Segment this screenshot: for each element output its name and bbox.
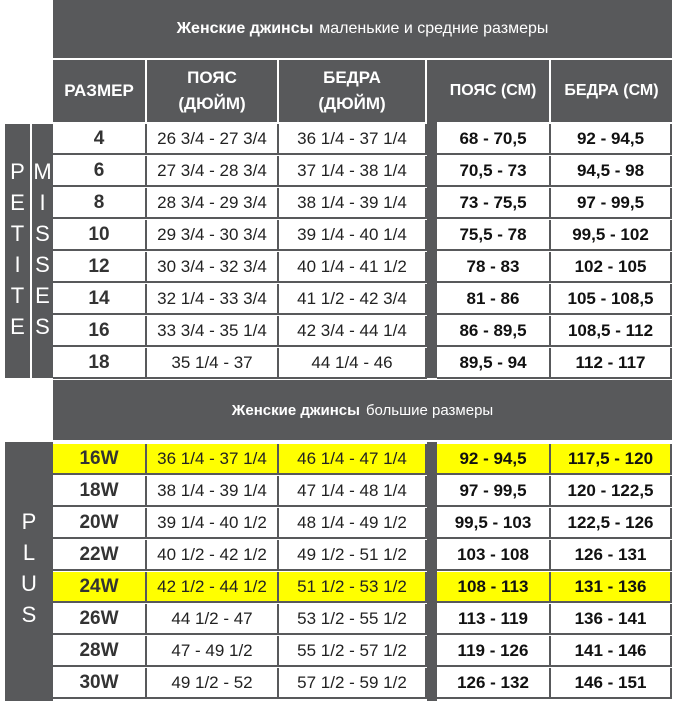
banner2-title-rest: большие размеры [365, 401, 494, 419]
cell-hips-cm: 126 - 131 [551, 540, 672, 571]
header-size-label: РАЗМЕР [64, 81, 134, 100]
plus-letter: U [21, 571, 37, 596]
cell-hips-in: 40 1/4 - 41 1/2 [279, 252, 427, 283]
cell-waist-cm: 97 - 99,5 [437, 476, 551, 507]
cell-waist-in: 27 3/4 - 28 3/4 [147, 156, 279, 187]
table-row [53, 124, 672, 155]
header-waist-cm-label: ПОЯС (СМ) [449, 82, 537, 99]
cell-waist-in: 36 1/4 - 37 1/4 [147, 444, 279, 475]
petite-letter: T [10, 221, 25, 246]
header-hips-inch-l2: (ДЮЙМ) [318, 94, 386, 113]
cell-waist-in: 39 1/4 - 40 1/2 [147, 508, 279, 539]
cell-waist-cm: 75,5 - 78 [437, 220, 551, 251]
cell-waist-in: 40 1/2 - 42 1/2 [147, 540, 279, 571]
cell-waist-in: 49 1/2 - 52 [147, 668, 279, 699]
misses-label [32, 156, 53, 342]
header-waist-inch-l1: ПОЯС [187, 68, 237, 87]
cell-waist-cm: 113 - 119 [437, 604, 551, 635]
petite-letter: P [10, 159, 25, 184]
cell-size: 14 [53, 284, 147, 315]
header-hips-inch-l1: БЕДРА [323, 68, 381, 87]
cell-hips-cm: 136 - 141 [551, 604, 672, 635]
cell-hips-in: 48 1/4 - 49 1/2 [279, 508, 427, 539]
cell-waist-cm: 73 - 75,5 [437, 188, 551, 219]
cell-size: 26W [53, 604, 147, 635]
banner-title-rest: маленькие и средние размеры [319, 20, 549, 37]
table-row [53, 540, 672, 571]
cell-hips-cm: 146 - 151 [551, 668, 672, 699]
cell-size: 16W [53, 444, 147, 475]
table-row [53, 188, 672, 219]
cell-waist-cm: 126 - 132 [437, 668, 551, 699]
cell-hips-in: 39 1/4 - 40 1/4 [279, 220, 427, 251]
cell-waist-cm: 103 - 108 [437, 540, 551, 571]
table-row [53, 156, 672, 187]
cell-hips-cm: 131 - 136 [551, 572, 672, 603]
cell-waist-cm: 99,5 - 103 [437, 508, 551, 539]
table-row [53, 476, 672, 507]
banner-title-bold: Женские джинсы [176, 20, 314, 37]
misses-letter: M [33, 159, 52, 184]
petite-letter: I [14, 252, 21, 277]
table-row [53, 668, 672, 699]
table-row [53, 444, 672, 475]
cell-waist-cm: 68 - 70,5 [437, 124, 551, 155]
cell-hips-in: 47 1/4 - 48 1/4 [279, 476, 427, 507]
cell-waist-in: 42 1/2 - 44 1/2 [147, 572, 279, 603]
cell-hips-cm: 97 - 99,5 [551, 188, 672, 219]
cell-waist-in: 35 1/4 - 37 [147, 348, 279, 379]
header-waist-inch [147, 60, 277, 122]
cell-waist-cm: 92 - 94,5 [437, 444, 551, 475]
table-row [53, 572, 672, 603]
cell-hips-in: 46 1/4 - 47 1/4 [279, 444, 427, 475]
petite-letter: T [10, 283, 25, 308]
plus-label [5, 506, 53, 630]
misses-letter: I [39, 190, 46, 215]
cell-waist-cm: 119 - 126 [437, 636, 551, 667]
cell-waist-cm: 108 - 113 [437, 572, 551, 603]
table-row [53, 316, 672, 347]
cell-hips-cm: 120 - 122,5 [551, 476, 672, 507]
cell-waist-in: 28 3/4 - 29 3/4 [147, 188, 279, 219]
table-row [53, 348, 672, 379]
misses-letter: E [35, 283, 50, 308]
cell-hips-in: 41 1/2 - 42 3/4 [279, 284, 427, 315]
plus-letter: S [21, 602, 37, 627]
cell-hips-in: 53 1/2 - 55 1/2 [279, 604, 427, 635]
header-hips-cm-label: БЕДРА (СМ) [564, 82, 659, 99]
cell-hips-in: 38 1/4 - 39 1/4 [279, 188, 427, 219]
cell-waist-in: 47 - 49 1/2 [147, 636, 279, 667]
plus-letter: L [22, 540, 36, 565]
misses-letter: S [35, 221, 50, 246]
table-row [53, 220, 672, 251]
cell-hips-in: 44 1/4 - 46 [279, 348, 427, 379]
cell-hips-in: 57 1/2 - 59 1/2 [279, 668, 427, 699]
cell-size: 6 [53, 156, 147, 187]
header-hips-inch [279, 60, 425, 122]
cell-hips-in: 49 1/2 - 51 1/2 [279, 540, 427, 571]
table-row [53, 508, 672, 539]
cell-waist-cm: 78 - 83 [437, 252, 551, 283]
header-waist-cm [437, 60, 549, 122]
cell-hips-in: 55 1/2 - 57 1/2 [279, 636, 427, 667]
cell-hips-cm: 99,5 - 102 [551, 220, 672, 251]
cell-waist-in: 29 3/4 - 30 3/4 [147, 220, 279, 251]
cell-size: 18W [53, 476, 147, 507]
header-size [53, 60, 145, 122]
cell-waist-in: 30 3/4 - 32 3/4 [147, 252, 279, 283]
banner2-title-bold: Женские джинсы [231, 401, 360, 419]
petite-label [5, 156, 30, 342]
plus-letter: P [21, 509, 37, 534]
petite-letter: E [10, 190, 25, 215]
cell-hips-in: 42 3/4 - 44 1/4 [279, 316, 427, 347]
cell-waist-in: 26 3/4 - 27 3/4 [147, 124, 279, 155]
header-hips-cm [551, 60, 672, 122]
regular-sizes-banner [53, 0, 672, 58]
cell-size: 22W [53, 540, 147, 571]
cell-hips-cm: 122,5 - 126 [551, 508, 672, 539]
cell-size: 4 [53, 124, 147, 155]
cell-waist-cm: 70,5 - 73 [437, 156, 551, 187]
cell-waist-in: 38 1/4 - 39 1/4 [147, 476, 279, 507]
cell-hips-cm: 92 - 94,5 [551, 124, 672, 155]
cell-hips-cm: 108,5 - 112 [551, 316, 672, 347]
cell-hips-in: 37 1/4 - 38 1/4 [279, 156, 427, 187]
plus-sizes-banner [53, 380, 672, 440]
cell-size: 24W [53, 572, 147, 603]
cell-hips-in: 36 1/4 - 37 1/4 [279, 124, 427, 155]
cell-waist-in: 44 1/2 - 47 [147, 604, 279, 635]
cell-size: 16 [53, 316, 147, 347]
header-waist-inch-l2: (ДЮЙМ) [178, 94, 246, 113]
cell-size: 12 [53, 252, 147, 283]
cell-waist-cm: 86 - 89,5 [437, 316, 551, 347]
cell-hips-cm: 94,5 - 98 [551, 156, 672, 187]
cell-hips-cm: 102 - 105 [551, 252, 672, 283]
cell-size: 10 [53, 220, 147, 251]
misses-letter: S [35, 252, 50, 277]
cell-size: 18 [53, 348, 147, 379]
cell-waist-in: 33 3/4 - 35 1/4 [147, 316, 279, 347]
table-row [53, 252, 672, 283]
table-row [53, 284, 672, 315]
cell-hips-cm: 117,5 - 120 [551, 444, 672, 475]
cell-hips-cm: 112 - 117 [551, 348, 672, 379]
cell-size: 30W [53, 668, 147, 699]
cell-hips-cm: 141 - 146 [551, 636, 672, 667]
cell-size: 28W [53, 636, 147, 667]
misses-letter: S [35, 314, 50, 339]
cell-waist-cm: 89,5 - 94 [437, 348, 551, 379]
petite-letter: E [10, 314, 25, 339]
cell-hips-in: 51 1/2 - 53 1/2 [279, 572, 427, 603]
cell-size: 20W [53, 508, 147, 539]
cell-waist-cm: 81 - 86 [437, 284, 551, 315]
table-row [53, 604, 672, 635]
cell-size: 8 [53, 188, 147, 219]
cell-hips-cm: 105 - 108,5 [551, 284, 672, 315]
table-row [53, 636, 672, 667]
cell-waist-in: 32 1/4 - 33 3/4 [147, 284, 279, 315]
